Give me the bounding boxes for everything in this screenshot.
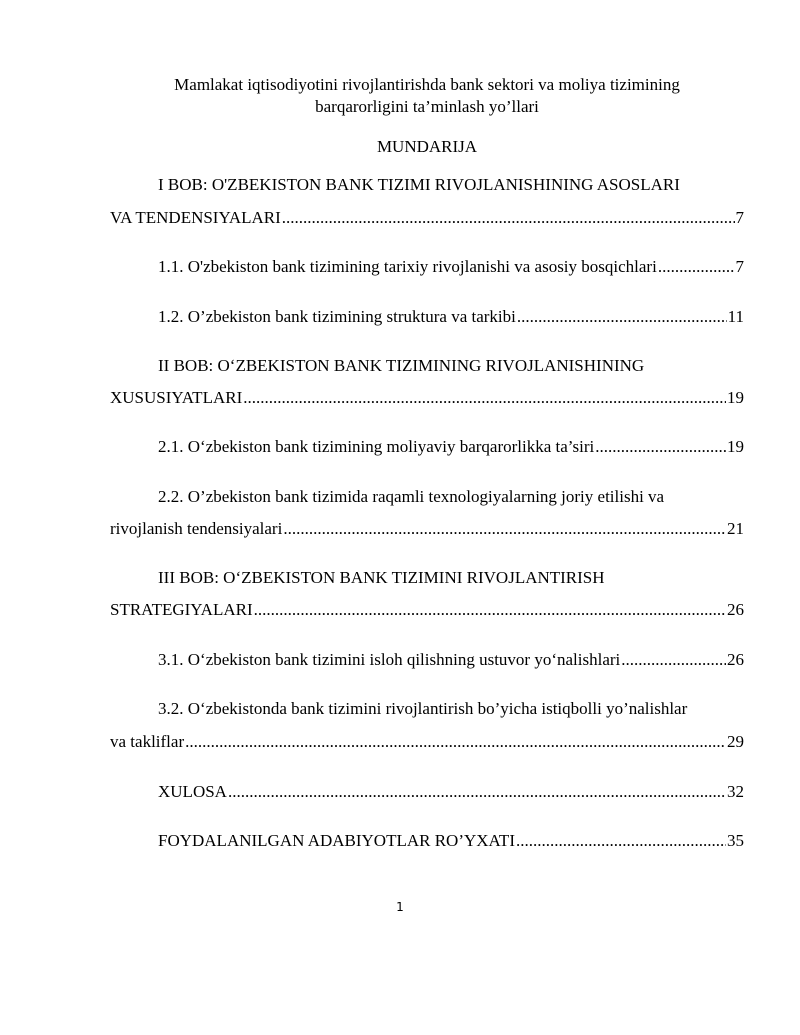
dot-leader bbox=[621, 649, 726, 671]
toc-page-number: 7 bbox=[735, 257, 744, 276]
dot-leader bbox=[517, 306, 727, 328]
toc-entry-section-3-2[interactable] bbox=[110, 698, 744, 753]
toc-page-number: 26 bbox=[727, 600, 744, 619]
toc-entry-text: FOYDALANILGAN ADABIYOTLAR RO’YXATI bbox=[158, 831, 515, 850]
toc-entry-text: II BOB: O‘ZBEKISTON BANK TIZIMINING RIVOJLANISHINING bbox=[158, 356, 645, 375]
toc-entry-section-1-1[interactable] bbox=[110, 256, 744, 278]
dot-leader bbox=[254, 599, 726, 621]
toc-page-number: 7 bbox=[735, 208, 744, 227]
dot-leader bbox=[282, 207, 735, 229]
toc-entry-text: XUSUSIYATLARI bbox=[110, 388, 243, 407]
toc-entry-references[interactable] bbox=[110, 830, 744, 852]
toc-entry-text: I BOB: O'ZBEKISTON BANK TIZIMI RIVOJLANISHINING ASOSLARI bbox=[158, 175, 680, 194]
toc-entry-chapter-1[interactable] bbox=[110, 174, 744, 229]
dot-leader bbox=[185, 731, 726, 753]
toc-entry-text: 1.1. O'zbekiston bank tizimining tarixiy rivojlanishi va asosiy bosqichlari bbox=[158, 257, 657, 276]
contents-heading: MUNDARIJA bbox=[376, 137, 478, 156]
toc-entry-text: va takliflar bbox=[110, 732, 185, 751]
toc-entry-text: rivojlanish tendensiyalari bbox=[110, 519, 283, 538]
toc-entry-section-2-1[interactable] bbox=[110, 436, 744, 458]
toc-entry-text: 1.2. O’zbekiston bank tizimining struktura va tarkibi bbox=[158, 307, 516, 326]
toc-entry-text: 3.2. O‘zbekistonda bank tizimini rivojlantirish bo’yicha istiqbolli yo’nalishlar bbox=[158, 699, 688, 718]
toc-entry-chapter-2[interactable] bbox=[110, 355, 744, 409]
toc-entry-text: 3.1. O‘zbekiston bank tizimini isloh qilishning ustuvor yo‘nalishlari bbox=[158, 650, 621, 669]
dot-leader bbox=[243, 387, 726, 409]
toc-page-number: 29 bbox=[727, 732, 744, 751]
toc-entry-text: STRATEGIYALARI bbox=[110, 600, 253, 619]
toc-entry-section-2-2[interactable] bbox=[110, 486, 744, 540]
toc-entry-text: 2.2. O’zbekiston bank tizimida raqamli texnologiyalarning joriy etilishi va bbox=[158, 487, 665, 506]
toc-entry-text: XULOSA bbox=[158, 782, 227, 801]
toc-page-number: 19 bbox=[727, 388, 744, 407]
toc-page-number: 11 bbox=[727, 307, 744, 326]
document-title bbox=[110, 74, 744, 118]
toc-page-number: 35 bbox=[727, 831, 744, 850]
document-title-line-2: barqarorligini ta’minlash yo’llari bbox=[315, 97, 539, 116]
toc-page-number: 21 bbox=[727, 519, 744, 538]
toc-entry-text: III BOB: O‘ZBEKISTON BANK TIZIMINI RIVOJLANTIRISH bbox=[158, 568, 605, 587]
dot-leader bbox=[658, 256, 735, 278]
toc-page-number: 26 bbox=[727, 650, 744, 669]
dot-leader bbox=[283, 518, 726, 540]
dot-leader bbox=[595, 436, 726, 458]
page-number: 1 bbox=[396, 900, 404, 914]
dot-leader bbox=[516, 830, 726, 852]
toc-page-number: 19 bbox=[727, 437, 744, 456]
toc-entry-conclusion[interactable] bbox=[110, 781, 744, 803]
toc-page-number: 32 bbox=[727, 782, 744, 801]
toc-entry-text: VA TENDENSIYALARI bbox=[110, 208, 281, 227]
toc-entry-chapter-3[interactable] bbox=[110, 567, 744, 621]
toc-entry-text: 2.1. O‘zbekiston bank tizimining moliyaviy barqarorlikka ta’siri bbox=[158, 437, 595, 456]
dot-leader bbox=[228, 781, 726, 803]
document-title-line-1: Mamlakat iqtisodiyotini rivojlantirishda bank sektori va moliya tizimining bbox=[174, 75, 680, 94]
toc-entry-section-3-1[interactable] bbox=[110, 649, 744, 671]
toc-entry-section-1-2[interactable] bbox=[110, 306, 744, 328]
